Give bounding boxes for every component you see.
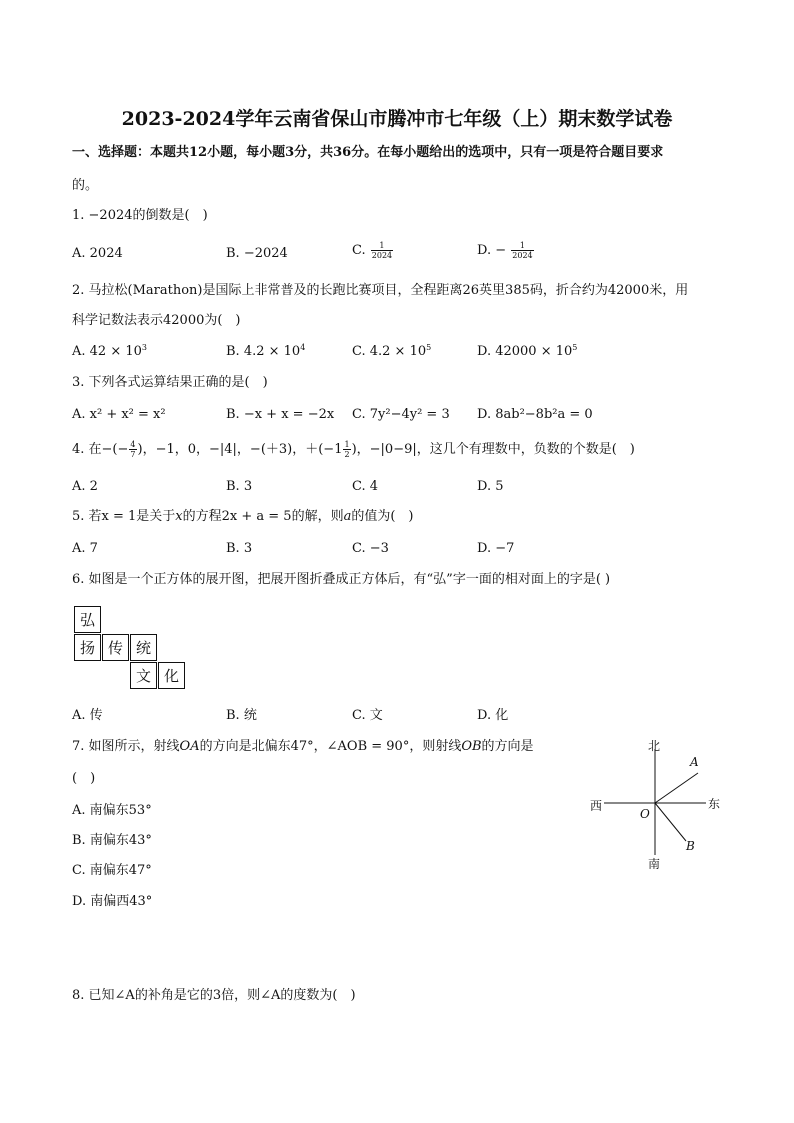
q1-option-b: B. −2024	[226, 246, 288, 261]
label-east: 东	[708, 797, 721, 811]
q5-var-x: x	[175, 509, 183, 524]
q2-c-exp: 5	[426, 343, 432, 352]
q2-b-base: B. 4.2 × 10	[226, 344, 301, 359]
q2-a-exp: 3	[141, 343, 147, 352]
q2-a-base: A. 42 × 10	[72, 344, 142, 359]
compass-diagram	[580, 735, 730, 875]
question-2-stem: 2. 马拉松(Marathon)是国际上非常普及的长跑比赛项目，全程距离26英里385码，折合约为42000米，用	[72, 283, 689, 298]
q5-var-a: a	[343, 509, 352, 524]
q1-c-fraction	[371, 241, 393, 260]
q7-ray-ob: OB	[461, 739, 482, 754]
q2-option-b	[226, 343, 305, 361]
q4-fraction-2	[343, 440, 350, 459]
q4-option-d: D. 5	[477, 479, 504, 494]
q1-option-d	[477, 241, 535, 260]
label-north: 北	[648, 739, 661, 753]
question-4-stem	[72, 440, 635, 459]
q1-option-c	[352, 241, 394, 260]
label-point-a: A	[690, 755, 699, 769]
q1-d-fraction	[511, 241, 533, 260]
q7-stem-c: 的方向是	[481, 739, 534, 754]
net-cell-6: 化	[158, 662, 185, 689]
q2-option-c	[352, 343, 431, 361]
question-7-stem	[72, 738, 534, 756]
q3-option-a: A. x² + x² = x²	[72, 407, 166, 422]
q1-d-numerator: 1	[511, 241, 533, 251]
ray-oa	[655, 773, 698, 803]
q2-d-exp: 5	[572, 343, 578, 352]
net-cell-3: 传	[102, 634, 129, 661]
question-3-stem: 3. 下列各式运算结果正确的是( )	[72, 375, 268, 390]
net-cell-2: 扬	[74, 634, 101, 661]
q5-option-a: A. 7	[72, 541, 98, 556]
section-heading: 一、选择题：本题共12小题，每小题3分，共36分。在每小题给出的选项中，只有一项是符合题目要求	[72, 145, 664, 160]
q2-c-base: C. 4.2 × 10	[352, 344, 427, 359]
q4-option-c: C. 4	[352, 479, 379, 494]
q4-f2-numerator: 1	[344, 440, 350, 449]
q4-f1-numerator: 4	[130, 440, 136, 449]
q2-d-base: D. 42000 × 10	[477, 344, 573, 359]
question-8-stem: 8. 已知∠A的补角是它的3倍，则∠A的度数为( )	[72, 988, 356, 1003]
q3-option-d: D. 8ab²−8b²a = 0	[477, 407, 593, 422]
q4-mid: )，−1，0，−|4|，−(＋3)，＋(−1	[137, 442, 343, 457]
q4-prefix: 4. 在−(−	[72, 442, 129, 457]
q3-option-b: B. −x + x = −2x	[226, 407, 335, 422]
q7-stem-b: 的方向是北偏东47°，∠AOB = 90°，则射线	[199, 739, 462, 754]
q4-option-a: A. 2	[72, 479, 98, 494]
q4-f1-denominator: 7	[130, 450, 136, 459]
question-5-stem	[72, 508, 414, 526]
q6-option-c: C. 文	[352, 708, 383, 723]
section-heading-cont: 的。	[72, 178, 99, 193]
q5-stem-c: 的值为( )	[351, 509, 414, 524]
q1-option-a: A. 2024	[72, 246, 123, 261]
q7-ray-oa: OA	[179, 739, 200, 754]
net-cell-1: 弘	[74, 606, 101, 633]
q4-suffix: )，−|0−9|，这几个有理数中，负数的个数是( )	[351, 442, 635, 457]
label-south: 南	[648, 857, 661, 871]
label-origin-o: O	[640, 807, 650, 821]
q1-c-numerator: 1	[371, 241, 393, 251]
q5-option-b: B. 3	[226, 541, 253, 556]
q7-option-d: D. 南偏西43°	[72, 894, 153, 909]
q4-fraction-1	[129, 440, 136, 459]
q1-c-label: C.	[352, 243, 366, 258]
q7-stem-a: 7. 如图所示，射线	[72, 739, 180, 754]
net-cell-4: 统	[130, 634, 157, 661]
q1-c-denominator: 2024	[371, 251, 393, 260]
ray-ob	[655, 803, 686, 841]
q4-f2-denominator: 2	[344, 450, 350, 459]
q3-option-c: C. 7y²−4y² = 3	[352, 407, 450, 422]
q1-d-denominator: 2024	[512, 251, 533, 260]
q5-option-d: D. −7	[477, 541, 515, 556]
q2-b-exp: 4	[300, 343, 306, 352]
question-1-stem: 1. −2024的倒数是( )	[72, 208, 208, 223]
q2-option-a	[72, 343, 147, 361]
question-6-stem: 6. 如图是一个正方体的展开图，把展开图折叠成正方体后，有“弘”字一面的相对面上的字是( )	[72, 572, 611, 587]
q7-option-c: C. 南偏东47°	[72, 863, 152, 878]
q7-option-a: A. 南偏东53°	[72, 803, 152, 818]
q6-option-a: A. 传	[72, 708, 103, 723]
q6-option-b: B. 统	[226, 708, 257, 723]
page-title: 2023-2024学年云南省保山市腾冲市七年级（上）期末数学试卷	[121, 108, 673, 130]
q5-stem-b: 的方程2x + a = 5的解，则	[182, 509, 344, 524]
q6-option-d: D. 化	[477, 708, 509, 723]
q7-option-b: B. 南偏东43°	[72, 833, 152, 848]
q5-option-c: C. −3	[352, 541, 389, 556]
label-west: 西	[590, 799, 603, 813]
label-point-b: B	[686, 839, 695, 853]
q1-d-label: D. −	[477, 243, 507, 258]
q4-option-b: B. 3	[226, 479, 253, 494]
q5-stem-a: 5. 若x = 1是关于	[72, 509, 176, 524]
q2-option-d	[477, 343, 577, 361]
question-2-stem-cont: 科学记数法表示42000为( )	[72, 313, 241, 328]
net-cell-5: 文	[130, 662, 157, 689]
question-7-stem-cont: ( )	[72, 771, 96, 786]
